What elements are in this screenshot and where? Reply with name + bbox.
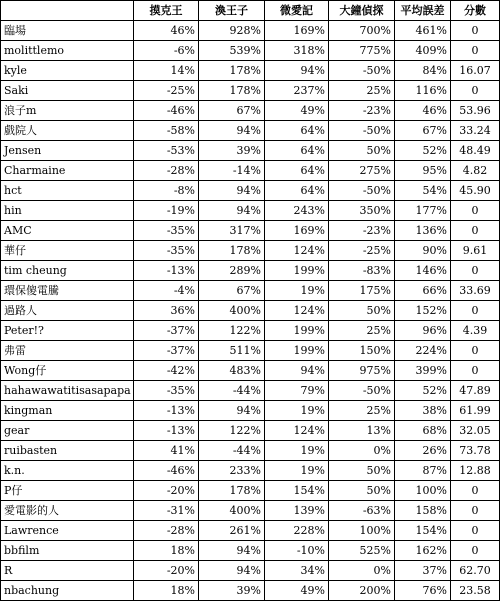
table-row — [1, 121, 500, 141]
cell-col-1: -4% — [134, 281, 199, 301]
cell-col-2: 178% — [199, 61, 265, 81]
cell-col-4: -83% — [329, 261, 395, 281]
cell-avg-error: 100% — [395, 481, 451, 501]
cell-avg-error: 158% — [395, 501, 451, 521]
cell-col-3: 49% — [265, 101, 329, 121]
table-row — [1, 161, 500, 181]
cell-col-4: 150% — [329, 341, 395, 361]
cell-col-4: 0% — [329, 561, 395, 581]
row-name: Peter!? — [1, 321, 134, 341]
cell-col-3: 19% — [265, 461, 329, 481]
row-name: 弗雷 — [1, 341, 134, 361]
cell-col-3: 199% — [265, 341, 329, 361]
cell-col-2: 94% — [199, 401, 265, 421]
row-name: Jensen — [1, 141, 134, 161]
cell-col-2: 928% — [199, 21, 265, 41]
cell-avg-error: 152% — [395, 301, 451, 321]
cell-avg-error: 37% — [395, 561, 451, 581]
cell-col-3: 228% — [265, 521, 329, 541]
cell-col-1: -19% — [134, 201, 199, 221]
cell-col-3: 318% — [265, 41, 329, 61]
cell-avg-error: 136% — [395, 221, 451, 241]
cell-col-4: -50% — [329, 121, 395, 141]
table-row — [1, 221, 500, 241]
cell-col-3: 199% — [265, 321, 329, 341]
cell-col-4: 975% — [329, 361, 395, 381]
cell-col-1: 14% — [134, 61, 199, 81]
cell-col-2: 178% — [199, 241, 265, 261]
cell-col-4: -50% — [329, 61, 395, 81]
row-name: Charmaine — [1, 161, 134, 181]
cell-avg-error: 46% — [395, 101, 451, 121]
table-row — [1, 241, 500, 261]
row-name: 臨場 — [1, 21, 134, 41]
cell-col-1: -13% — [134, 401, 199, 421]
cell-avg-error: 26% — [395, 441, 451, 461]
cell-col-1: -25% — [134, 81, 199, 101]
row-name: P仔 — [1, 481, 134, 501]
cell-score: 12.88 — [451, 461, 500, 481]
table-row — [1, 141, 500, 161]
cell-avg-error: 461% — [395, 21, 451, 41]
cell-avg-error: 76% — [395, 581, 451, 601]
cell-col-4: -50% — [329, 181, 395, 201]
cell-col-4: -50% — [329, 381, 395, 401]
cell-col-1: -46% — [134, 101, 199, 121]
cell-score: 0 — [451, 541, 500, 561]
cell-score: 0 — [451, 341, 500, 361]
cell-avg-error: 54% — [395, 181, 451, 201]
cell-score: 9.61 — [451, 241, 500, 261]
cell-col-1: -46% — [134, 461, 199, 481]
cell-avg-error: 399% — [395, 361, 451, 381]
cell-avg-error: 38% — [395, 401, 451, 421]
table-row — [1, 341, 500, 361]
table-row — [1, 101, 500, 121]
cell-score: 32.05 — [451, 421, 500, 441]
cell-avg-error: 68% — [395, 421, 451, 441]
cell-col-2: 94% — [199, 201, 265, 221]
cell-col-2: 94% — [199, 561, 265, 581]
table-row — [1, 461, 500, 481]
table-row — [1, 281, 500, 301]
cell-score: 0 — [451, 361, 500, 381]
cell-col-2: 317% — [199, 221, 265, 241]
row-name: 浪子m — [1, 101, 134, 121]
cell-avg-error: 116% — [395, 81, 451, 101]
table-row — [1, 41, 500, 61]
cell-col-4: 25% — [329, 401, 395, 421]
cell-col-1: -28% — [134, 161, 199, 181]
cell-col-3: 243% — [265, 201, 329, 221]
header-col-3: 微愛記 — [265, 1, 329, 21]
cell-col-2: -14% — [199, 161, 265, 181]
table-row — [1, 361, 500, 381]
table-row — [1, 561, 500, 581]
cell-avg-error: 87% — [395, 461, 451, 481]
cell-col-4: 25% — [329, 81, 395, 101]
cell-col-3: 94% — [265, 361, 329, 381]
cell-avg-error: 409% — [395, 41, 451, 61]
cell-col-3: 19% — [265, 441, 329, 461]
table-row — [1, 581, 500, 601]
table-row — [1, 61, 500, 81]
row-name: 愛電影的人 — [1, 501, 134, 521]
row-name: k.n. — [1, 461, 134, 481]
cell-col-1: -13% — [134, 421, 199, 441]
cell-col-2: 511% — [199, 341, 265, 361]
row-name: nbachung — [1, 581, 134, 601]
row-name: hin — [1, 201, 134, 221]
cell-col-1: -13% — [134, 261, 199, 281]
cell-avg-error: 90% — [395, 241, 451, 261]
cell-score: 0 — [451, 261, 500, 281]
cell-col-1: 36% — [134, 301, 199, 321]
cell-col-3: 237% — [265, 81, 329, 101]
cell-col-4: 50% — [329, 461, 395, 481]
cell-col-4: 775% — [329, 41, 395, 61]
header-name — [1, 1, 134, 21]
cell-col-2: -44% — [199, 381, 265, 401]
cell-col-4: 200% — [329, 581, 395, 601]
cell-col-3: 19% — [265, 401, 329, 421]
table-row — [1, 321, 500, 341]
cell-col-1: -20% — [134, 481, 199, 501]
cell-score: 48.49 — [451, 141, 500, 161]
cell-score: 4.82 — [451, 161, 500, 181]
cell-col-2: 67% — [199, 101, 265, 121]
cell-col-2: 400% — [199, 301, 265, 321]
cell-score: 45.90 — [451, 181, 500, 201]
table-row — [1, 381, 500, 401]
row-name: Wong仔 — [1, 361, 134, 381]
cell-col-1: -58% — [134, 121, 199, 141]
cell-col-1: 46% — [134, 21, 199, 41]
cell-score: 33.24 — [451, 121, 500, 141]
cell-score: 23.58 — [451, 581, 500, 601]
header-score: 分數 — [451, 1, 500, 21]
row-name: AMC — [1, 221, 134, 241]
header-col-1: 摸克王 — [134, 1, 199, 21]
table-header-row — [1, 1, 500, 21]
table-row — [1, 401, 500, 421]
cell-col-3: 19% — [265, 281, 329, 301]
cell-col-2: 539% — [199, 41, 265, 61]
cell-col-1: -53% — [134, 141, 199, 161]
row-name: kyle — [1, 61, 134, 81]
cell-col-3: 124% — [265, 421, 329, 441]
cell-col-4: 700% — [329, 21, 395, 41]
cell-col-2: 122% — [199, 321, 265, 341]
cell-score: 0 — [451, 41, 500, 61]
cell-score: 0 — [451, 81, 500, 101]
cell-col-4: 0% — [329, 441, 395, 461]
cell-col-2: 400% — [199, 501, 265, 521]
header-col-4: 大鐘偵探 — [329, 1, 395, 21]
cell-col-2: 261% — [199, 521, 265, 541]
cell-score: 33.69 — [451, 281, 500, 301]
cell-score: 62.70 — [451, 561, 500, 581]
table-row — [1, 201, 500, 221]
row-name: 戲院人 — [1, 121, 134, 141]
table-row — [1, 521, 500, 541]
cell-col-3: 34% — [265, 561, 329, 581]
row-name: Saki — [1, 81, 134, 101]
cell-avg-error: 96% — [395, 321, 451, 341]
cell-score: 0 — [451, 301, 500, 321]
cell-col-2: 122% — [199, 421, 265, 441]
row-name: R — [1, 561, 134, 581]
cell-col-4: -63% — [329, 501, 395, 521]
row-name: ruibasten — [1, 441, 134, 461]
cell-col-1: -35% — [134, 221, 199, 241]
cell-col-3: 64% — [265, 121, 329, 141]
cell-avg-error: 146% — [395, 261, 451, 281]
cell-col-1: -35% — [134, 381, 199, 401]
cell-avg-error: 154% — [395, 521, 451, 541]
cell-avg-error: 95% — [395, 161, 451, 181]
table-row — [1, 541, 500, 561]
cell-col-4: 525% — [329, 541, 395, 561]
table-body — [1, 21, 500, 601]
row-name: Lawrence — [1, 521, 134, 541]
table-row — [1, 301, 500, 321]
header-avg-error: 平均誤差 — [395, 1, 451, 21]
row-name: 環保傻電騰 — [1, 281, 134, 301]
cell-col-4: 50% — [329, 141, 395, 161]
cell-avg-error: 52% — [395, 141, 451, 161]
table-row — [1, 81, 500, 101]
cell-col-4: 100% — [329, 521, 395, 541]
header-col-2: 渙王子 — [199, 1, 265, 21]
table-row — [1, 441, 500, 461]
cell-col-2: 289% — [199, 261, 265, 281]
cell-col-1: 18% — [134, 541, 199, 561]
cell-col-3: 169% — [265, 21, 329, 41]
table-row — [1, 181, 500, 201]
cell-col-4: 350% — [329, 201, 395, 221]
cell-col-3: 154% — [265, 481, 329, 501]
cell-col-3: 64% — [265, 141, 329, 161]
cell-col-2: 39% — [199, 141, 265, 161]
cell-score: 53.96 — [451, 101, 500, 121]
cell-score: 47.89 — [451, 381, 500, 401]
cell-col-3: 169% — [265, 221, 329, 241]
cell-avg-error: 84% — [395, 61, 451, 81]
cell-col-1: -42% — [134, 361, 199, 381]
cell-col-2: 178% — [199, 481, 265, 501]
cell-avg-error: 162% — [395, 541, 451, 561]
cell-col-1: -31% — [134, 501, 199, 521]
cell-col-4: 275% — [329, 161, 395, 181]
cell-col-1: -28% — [134, 521, 199, 541]
cell-col-3: -10% — [265, 541, 329, 561]
cell-col-2: 178% — [199, 81, 265, 101]
cell-col-4: -25% — [329, 241, 395, 261]
cell-avg-error: 67% — [395, 121, 451, 141]
cell-col-4: -23% — [329, 101, 395, 121]
cell-score: 61.99 — [451, 401, 500, 421]
row-name: bbfilm — [1, 541, 134, 561]
cell-col-2: 94% — [199, 121, 265, 141]
cell-col-1: -35% — [134, 241, 199, 261]
cell-col-4: 175% — [329, 281, 395, 301]
cell-col-1: -37% — [134, 321, 199, 341]
row-name: hahawawatitisasapapa — [1, 381, 134, 401]
cell-col-1: 18% — [134, 581, 199, 601]
row-name: hct — [1, 181, 134, 201]
row-name: gear — [1, 421, 134, 441]
table-row — [1, 421, 500, 441]
table-row — [1, 261, 500, 281]
cell-score: 16.07 — [451, 61, 500, 81]
row-name: 華仔 — [1, 241, 134, 261]
cell-col-3: 64% — [265, 161, 329, 181]
cell-col-4: 50% — [329, 481, 395, 501]
cell-score: 0 — [451, 21, 500, 41]
cell-col-2: -44% — [199, 441, 265, 461]
cell-col-4: 50% — [329, 301, 395, 321]
cell-col-1: -8% — [134, 181, 199, 201]
cell-col-2: 94% — [199, 541, 265, 561]
cell-score: 0 — [451, 221, 500, 241]
cell-score: 0 — [451, 481, 500, 501]
table-row — [1, 501, 500, 521]
cell-col-3: 94% — [265, 61, 329, 81]
cell-col-2: 483% — [199, 361, 265, 381]
cell-col-1: -20% — [134, 561, 199, 581]
cell-score: 0 — [451, 521, 500, 541]
cell-col-2: 39% — [199, 581, 265, 601]
cell-col-2: 233% — [199, 461, 265, 481]
cell-avg-error: 52% — [395, 381, 451, 401]
row-name: kingman — [1, 401, 134, 421]
row-name: tim cheung — [1, 261, 134, 281]
cell-col-2: 94% — [199, 181, 265, 201]
cell-score: 0 — [451, 201, 500, 221]
cell-col-3: 124% — [265, 241, 329, 261]
cell-score: 4.39 — [451, 321, 500, 341]
cell-col-3: 49% — [265, 581, 329, 601]
cell-col-4: 13% — [329, 421, 395, 441]
cell-avg-error: 224% — [395, 341, 451, 361]
cell-col-3: 139% — [265, 501, 329, 521]
cell-col-4: -23% — [329, 221, 395, 241]
cell-avg-error: 177% — [395, 201, 451, 221]
cell-col-1: 41% — [134, 441, 199, 461]
table-row — [1, 481, 500, 501]
cell-score: 73.78 — [451, 441, 500, 461]
row-name: molittlemo — [1, 41, 134, 61]
cell-col-1: -6% — [134, 41, 199, 61]
cell-col-4: 25% — [329, 321, 395, 341]
table-row — [1, 21, 500, 41]
cell-col-3: 199% — [265, 261, 329, 281]
row-name: 過路人 — [1, 301, 134, 321]
cell-col-3: 124% — [265, 301, 329, 321]
cell-col-2: 67% — [199, 281, 265, 301]
cell-score: 0 — [451, 501, 500, 521]
cell-col-3: 64% — [265, 181, 329, 201]
cell-avg-error: 66% — [395, 281, 451, 301]
cell-col-3: 79% — [265, 381, 329, 401]
cell-col-1: -37% — [134, 341, 199, 361]
